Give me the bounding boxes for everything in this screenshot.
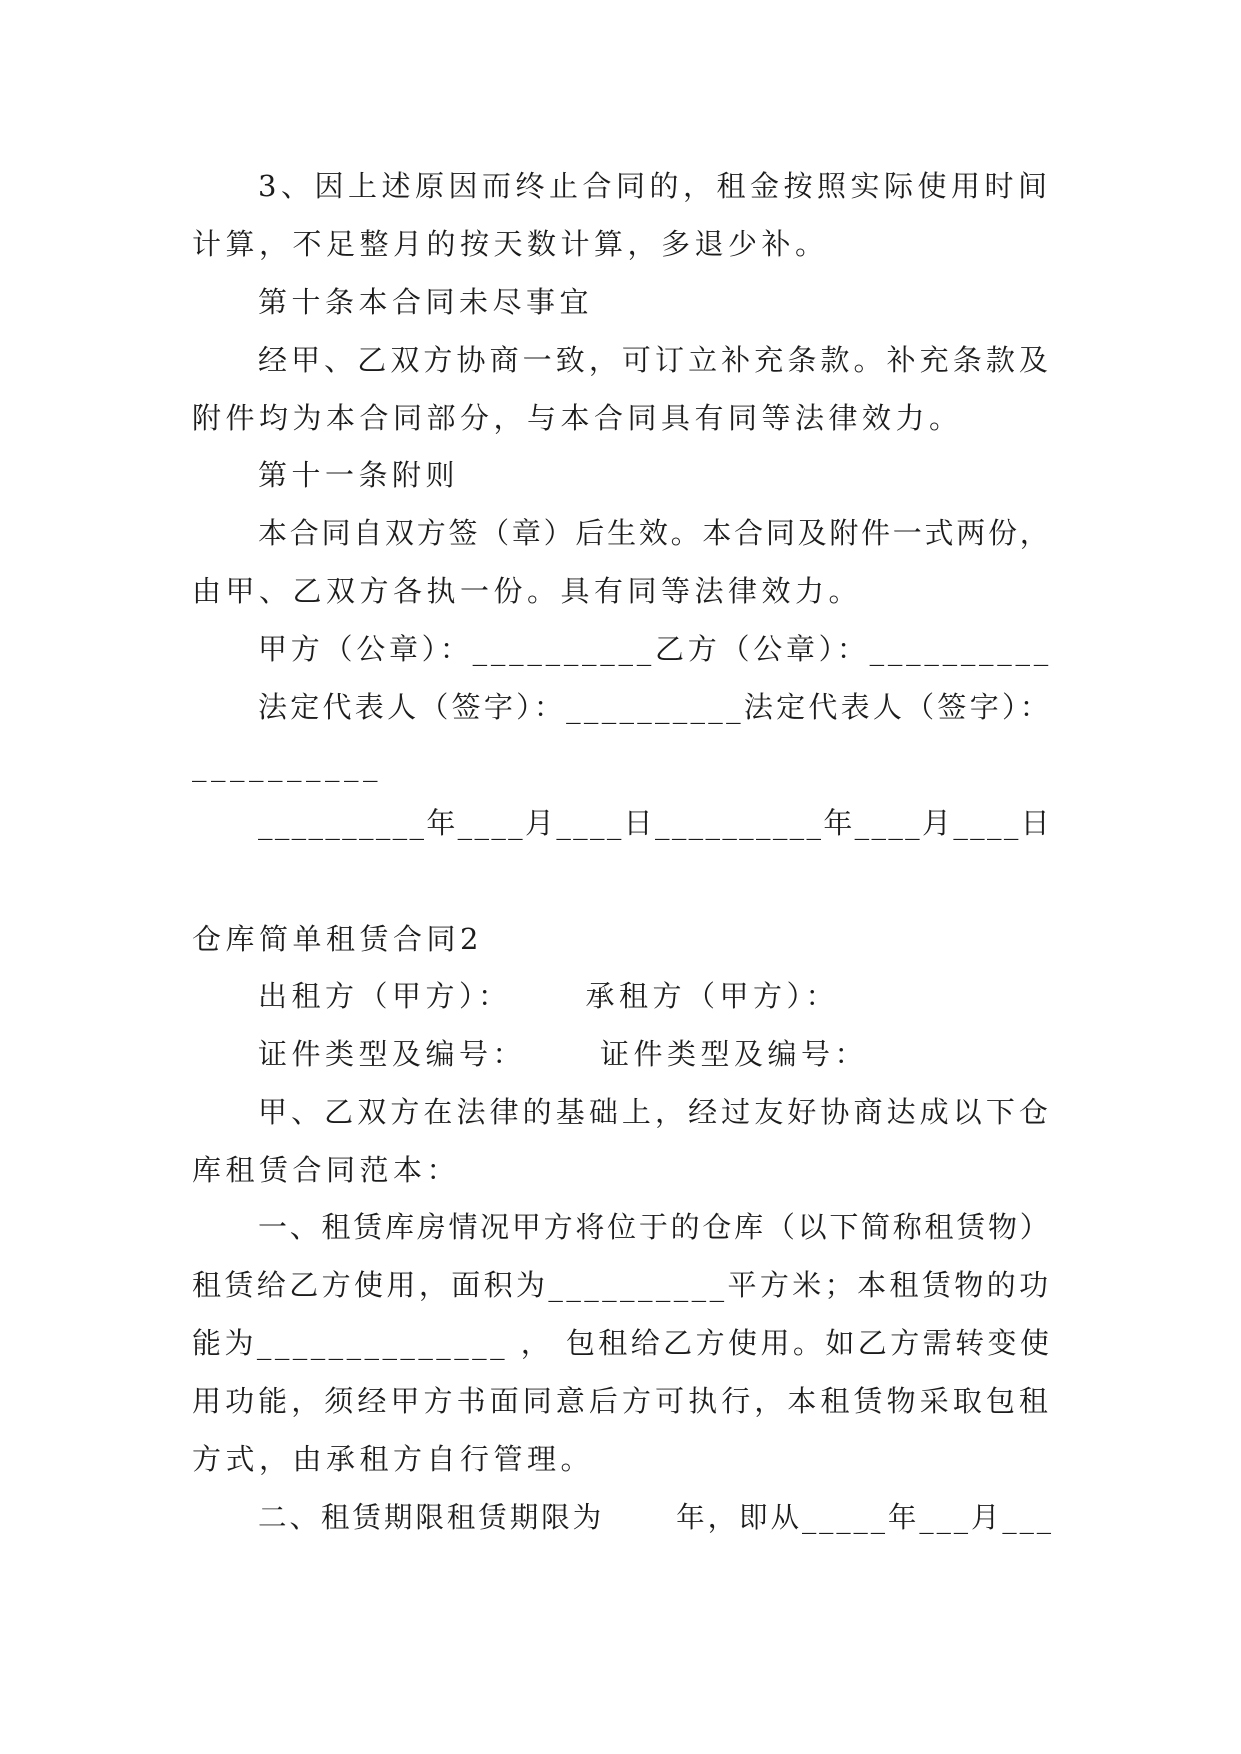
- signature-line: 甲方（公章）：__________乙方（公章）：__________: [258, 632, 1053, 666]
- text-line: 一、租赁库房情况甲方将位于的仓库（以下简称租赁物）: [258, 1210, 1052, 1244]
- text-line: 甲、乙双方在法律的基础上，经过友好协商达成以下仓: [258, 1095, 1053, 1129]
- text-line: 经甲、乙双方协商一致，可订立补充条款。补充条款及: [258, 343, 1053, 377]
- lease-term-dates: 年，即从_____年___月___: [676, 1500, 1054, 1534]
- text-line: 用功能，须经甲方书面同意后方可执行，本租赁物采取包租: [192, 1384, 1053, 1418]
- lessor-id-label: 证件类型及编号：: [258, 1037, 527, 1071]
- signature-blank: __________: [192, 748, 382, 782]
- text-line: 由甲、乙双方各执一份。具有同等法律效力。: [192, 574, 863, 608]
- lessor-label: 出租方（甲方）：: [258, 979, 512, 1013]
- document-title: 仓库简单租赁合同2: [192, 922, 483, 956]
- date-line: __________年____月____日__________年____月____日: [258, 806, 1053, 840]
- text-line: 能为______________ ， 包租给乙方使用。如乙方需转变使: [192, 1326, 1053, 1360]
- id-line: [258, 1036, 868, 1072]
- lease-term-label: 二、租赁期限租赁期限为: [258, 1500, 605, 1534]
- text-line: 计算，不足整月的按天数计算，多退少补。: [192, 227, 829, 261]
- text-line: 本合同自双方签（章）后生效。本合同及附件一式两份，: [258, 516, 1052, 550]
- lessee-id-label: 证件类型及编号：: [600, 1037, 869, 1071]
- party-line: [258, 978, 839, 1014]
- section-heading: 第十条本合同未尽事宜: [258, 285, 594, 319]
- text-line: 附件均为本合同部分，与本合同具有同等法律效力。: [192, 401, 963, 435]
- text-line: 方式，由承租方自行管理。: [192, 1442, 595, 1476]
- signature-line: 法定代表人（签字）：__________法定代表人（签字）：: [258, 690, 1053, 724]
- section-heading: 第十一条附则: [258, 458, 460, 492]
- text-line: 租赁给乙方使用，面积为__________平方米；本租赁物的功: [192, 1268, 1052, 1302]
- text-line: 3、因上述原因而终止合同的，租金按照实际使用时间: [258, 169, 1052, 203]
- lessee-label: 承租方（甲方）：: [585, 979, 840, 1013]
- text-line: 库租赁合同范本：: [192, 1153, 461, 1187]
- lease-term-line: [258, 1499, 1054, 1535]
